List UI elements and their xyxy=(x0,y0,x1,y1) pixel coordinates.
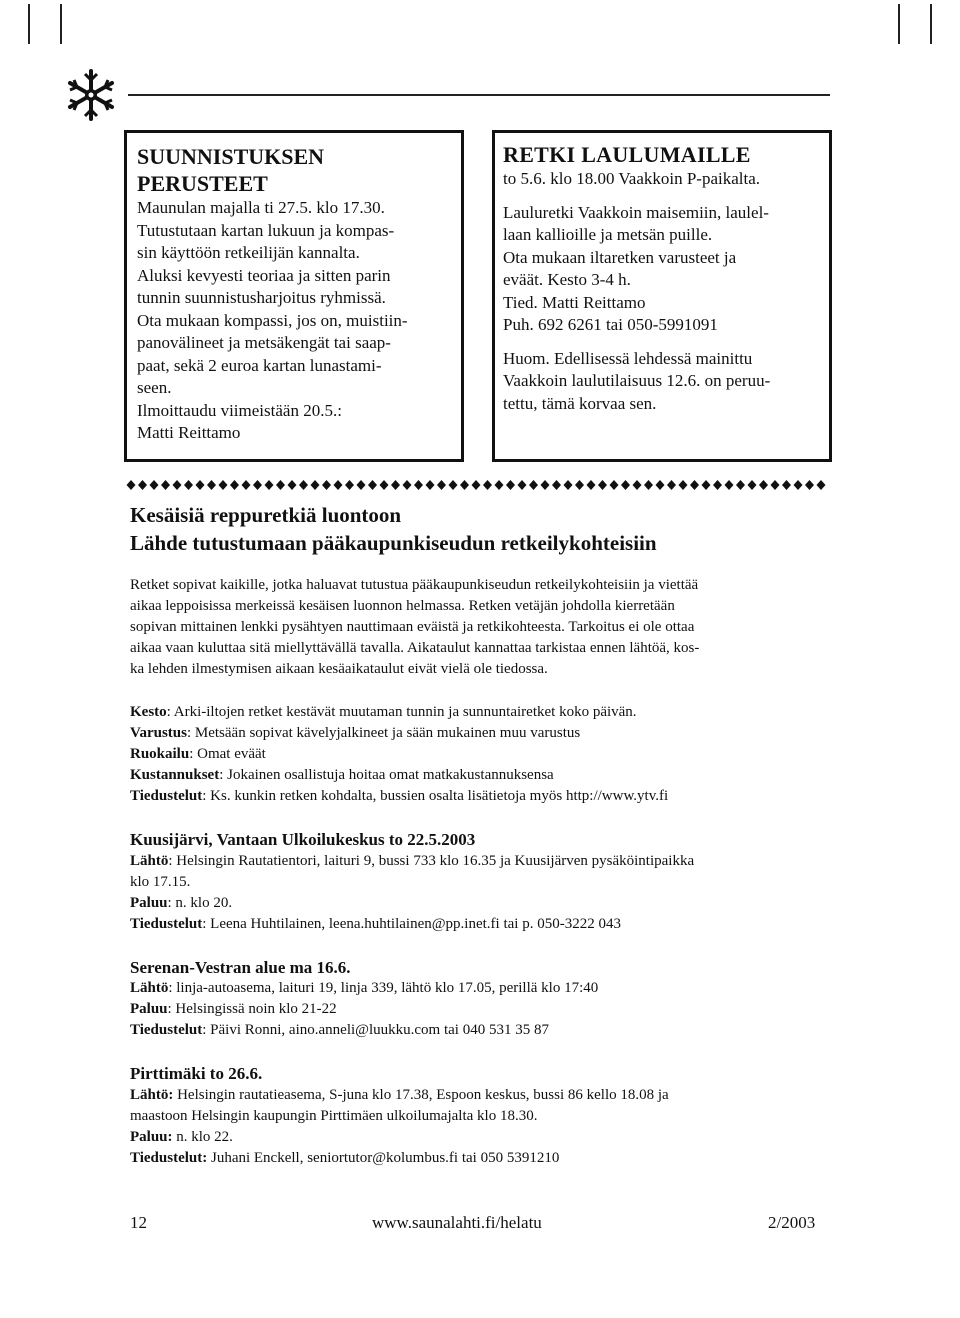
event-text: : linja-autoasema, laituri 19, linja 339, lähtö klo 17.05, perillä klo 17:40 xyxy=(168,980,599,996)
diamond-ornament xyxy=(679,480,688,490)
box-text-line: Vaakkoin laulutilaisuus 12.6. on peruu- xyxy=(503,371,771,390)
event-title: Kuusijärvi, Vantaan Ulkoilukeskus to 22.5.2003 xyxy=(130,830,476,849)
info-line-costs xyxy=(130,765,554,786)
diamond-ornament xyxy=(541,480,550,490)
event-label: Paluu xyxy=(130,1001,168,1017)
diamond-ornament xyxy=(506,480,515,490)
header-rule xyxy=(128,94,830,96)
diamond-ornament xyxy=(357,480,366,490)
box-text-line: Ota mukaan iltaretken varusteet ja xyxy=(503,247,737,267)
diamond-ornament xyxy=(288,480,297,490)
box-text-line: seen. xyxy=(137,378,172,397)
diamond-ornament xyxy=(552,480,561,490)
event-line xyxy=(130,1085,669,1106)
box-text-line: tunnin suunnistusharjoitus ryhmissä. xyxy=(137,288,386,307)
box-text-line: to 5.6. klo 18.00 Vaakkoin P-paikalta. xyxy=(503,169,761,188)
box-text-line: sin käyttöön retkeilijän kannalta. xyxy=(137,243,360,262)
box-text-line: Ilmoittaudu viimeistään 20.5.: xyxy=(137,400,342,420)
diamond-ornament xyxy=(345,480,354,490)
diamond-ornament xyxy=(391,480,400,490)
event-text: Juhani Enckell, seniortutor@kolumbus.fi tai 050 5391210 xyxy=(207,1150,560,1166)
event-text: maastoon Helsingin kaupungin Pirttimäen ulkoilumajalta klo 18.30. xyxy=(130,1108,538,1124)
info-label: Tiedustelut xyxy=(130,788,203,804)
diamond-ornament xyxy=(644,480,653,490)
event-text: : Päivi Ronni, aino.anneli@luukku.com tai 040 531 35 87 xyxy=(202,1022,549,1038)
diamond-ornament xyxy=(161,480,170,490)
diamond-ornament xyxy=(230,480,239,490)
diamond-ornament xyxy=(380,480,389,490)
diamond-ornament xyxy=(748,480,757,490)
box-text-line: paat, sekä 2 euroa kartan lunastami- xyxy=(137,355,382,375)
event-label: Tiedustelut: xyxy=(130,1150,208,1166)
info-text: : Metsään sopivat kävelyjalkineet ja sään mukainen muu varustus xyxy=(186,725,581,741)
diamond-ornament xyxy=(242,480,251,490)
diamond-ornament xyxy=(529,480,538,490)
box-text-line: Ota mukaan kompassi, jos on, muistiin- xyxy=(137,310,408,330)
diamond-ornament xyxy=(794,480,803,490)
diamond-ornament xyxy=(610,480,619,490)
event-line xyxy=(130,999,337,1020)
event-label: Lähtö xyxy=(130,980,169,996)
event-title: Serenan-Vestran alue ma 16.6. xyxy=(130,958,351,977)
intro-line: aikaa leppoisissa merkeissä kesäisen luonnon helmassa. Retken vetäjän johdolla kierretään xyxy=(130,598,675,614)
diamond-ornament xyxy=(771,480,780,490)
box-text-line: Matti Reittamo xyxy=(137,423,241,442)
diamond-ornament xyxy=(207,480,216,490)
event-line xyxy=(130,1148,559,1169)
event-line xyxy=(130,893,232,914)
diamond-ornament xyxy=(656,480,665,490)
diamond-ornament xyxy=(598,480,607,490)
diamond-ornament xyxy=(184,480,193,490)
event-label: Lähtö xyxy=(130,853,169,869)
info-line-duration xyxy=(130,702,637,723)
crop-mark xyxy=(898,4,900,44)
box-text-line: Huom. Edellisessä lehdessä mainittu xyxy=(503,348,753,368)
diamond-ornament xyxy=(437,480,446,490)
intro-line: Retket sopivat kaikille, jotka haluavat tutustua pääkaupunkiseudun retkeilykohteisiin ja viettää xyxy=(130,577,699,593)
info-line-equipment xyxy=(130,723,580,744)
event-line xyxy=(130,978,598,999)
event-label: Tiedustelut xyxy=(130,916,203,932)
diamond-ornament xyxy=(265,480,274,490)
event-title: Pirttimäki to 26.6. xyxy=(130,1064,263,1083)
diamond-ornament xyxy=(702,480,711,490)
diamond-ornament xyxy=(196,480,205,490)
diamond-ornament xyxy=(219,480,228,490)
diamond-ornament xyxy=(127,480,136,490)
box-title: RETKI LAULUMAILLE xyxy=(503,142,751,167)
diamond-ornament xyxy=(690,480,699,490)
diamond-ornament xyxy=(472,480,481,490)
info-label: Ruokailu xyxy=(130,746,190,762)
diamond-ornament xyxy=(403,480,412,490)
diamond-ornament xyxy=(173,480,182,490)
diamond-ornament xyxy=(276,480,285,490)
info-label: Kustannukset xyxy=(130,767,220,783)
event-text: : n. klo 20. xyxy=(167,895,233,911)
diamond-ornament xyxy=(334,480,343,490)
info-label: Kesto xyxy=(130,704,167,720)
intro-line: ka lehden ilmestymisen aikaan kesäaikataulut eivät vielä ole tiedossa. xyxy=(130,661,548,677)
footer-issue: 2/2003 xyxy=(768,1213,816,1232)
diamond-ornament xyxy=(621,480,630,490)
event-line xyxy=(130,1127,233,1148)
footer-url: www.saunalahti.fi/helatu xyxy=(372,1213,542,1232)
diamond-ornament xyxy=(575,480,584,490)
box-text-line: eväät. Kesto 3-4 h. xyxy=(503,270,631,289)
event-label: Paluu xyxy=(130,895,168,911)
snowflake-icon xyxy=(64,68,118,122)
diamond-ornament xyxy=(483,480,492,490)
event-text: Helsingin rautatieasema, S-juna klo 17.38, Espoon keskus, bussi 86 kello 18.08 ja xyxy=(173,1087,669,1103)
diamond-ornament xyxy=(322,480,331,490)
article-heading: Kesäisiä reppuretkiä luontoon xyxy=(130,503,402,527)
info-box-orienteering xyxy=(124,130,464,462)
event-text: : Helsingin Rautatientori, laituri 9, bussi 733 klo 16.35 ja Kuusijärven pysäköintipaikka xyxy=(168,853,695,869)
diamond-ornament xyxy=(817,480,826,490)
event-label: Tiedustelut xyxy=(130,1022,203,1038)
diamond-ornament xyxy=(518,480,527,490)
box-text-line: Puh. 692 6261 tai 050-5991091 xyxy=(503,315,718,334)
box-text-line: Tied. Matti Reittamo xyxy=(503,292,646,312)
intro-line: sopivan mittainen lenkki pysähtyen nauttimaan eväistä ja retkikohteesta. Tarkoitus ei ole ottaa xyxy=(130,619,695,635)
info-box-song-trip xyxy=(492,130,832,462)
diamond-ornament xyxy=(311,480,320,490)
event-text: : Leena Huhtilainen, leena.huhtilainen@pp.inet.fi tai p. 050-3222 043 xyxy=(202,916,621,932)
crop-mark xyxy=(930,4,932,44)
info-text: : Omat eväät xyxy=(189,746,266,762)
box-text-line: Tutustutaan kartan lukuun ja kompas- xyxy=(137,220,395,240)
box-text-line: Lauluretki Vaakkoin maisemiin, laulel- xyxy=(503,202,769,222)
diamond-ornament xyxy=(587,480,596,490)
diamond-ornament xyxy=(667,480,676,490)
diamond-ornament xyxy=(138,480,147,490)
diamond-ornament xyxy=(150,480,159,490)
diamond-ornament xyxy=(633,480,642,490)
diamond-ornament xyxy=(736,480,745,490)
box-title: PERUSTEET xyxy=(137,171,268,196)
diamond-ornament xyxy=(426,480,435,490)
page-number: 12 xyxy=(130,1213,147,1232)
box-title: SUUNNISTUKSEN xyxy=(137,144,325,169)
diamond-ornament xyxy=(299,480,308,490)
event-text: n. klo 22. xyxy=(172,1129,233,1145)
intro-line: aikaa vaan kuluttaa sitä miellyttävällä tavalla. Aikataulut kannattaa tarkistaa ennen lähtöä, kos- xyxy=(130,640,700,656)
event-label: Lähtö: xyxy=(130,1087,174,1103)
diamond-ornament xyxy=(460,480,469,490)
diamond-ornament xyxy=(368,480,377,490)
diamond-ornament xyxy=(449,480,458,490)
diamond-ornament xyxy=(725,480,734,490)
event-line xyxy=(130,914,621,935)
diamond-ornament xyxy=(759,480,768,490)
info-line-inquiries xyxy=(130,786,668,807)
diamond-ornament xyxy=(782,480,791,490)
article-subheading: Lähde tutustumaan pääkaupunkiseudun retkeilykohteisiin xyxy=(130,531,657,555)
box-text-line: laan kallioille ja metsän puille. xyxy=(503,225,713,244)
event-line xyxy=(130,1106,537,1127)
box-text-line: tettu, tämä korvaa sen. xyxy=(503,393,657,413)
event-line xyxy=(130,1020,549,1041)
event-line xyxy=(130,872,190,893)
diamond-divider xyxy=(126,479,832,491)
crop-mark xyxy=(60,4,62,44)
diamond-ornament xyxy=(253,480,262,490)
diamond-ornament xyxy=(564,480,573,490)
info-text: : Jokainen osallistuja hoitaa omat matkakustannuksensa xyxy=(219,767,554,783)
diamond-ornament xyxy=(495,480,504,490)
event-label: Paluu: xyxy=(130,1129,173,1145)
event-line xyxy=(130,851,694,872)
diamond-ornament xyxy=(414,480,423,490)
diamond-ornament xyxy=(713,480,722,490)
info-text: : Arki-iltojen retket kestävät muutaman tunnin ja sunnuntairetket koko päivän. xyxy=(166,704,637,720)
diamond-ornament xyxy=(805,480,814,490)
info-line-food xyxy=(130,744,266,765)
box-text-line: Aluksi kevyesti teoriaa ja sitten parin xyxy=(137,265,391,285)
event-text: klo 17.15. xyxy=(130,874,191,890)
box-text-line: Maunulan majalla ti 27.5. klo 17.30. xyxy=(137,198,385,217)
info-text: : Ks. kunkin retken kohdalta, bussien osalta lisätietoja myös http://www.ytv.fi xyxy=(202,788,669,804)
info-label: Varustus xyxy=(130,725,187,741)
crop-mark xyxy=(28,4,30,44)
event-text: : Helsingissä noin klo 21-22 xyxy=(167,1001,337,1017)
box-text-line: panovälineet ja metsäkengät tai saap- xyxy=(137,333,391,352)
